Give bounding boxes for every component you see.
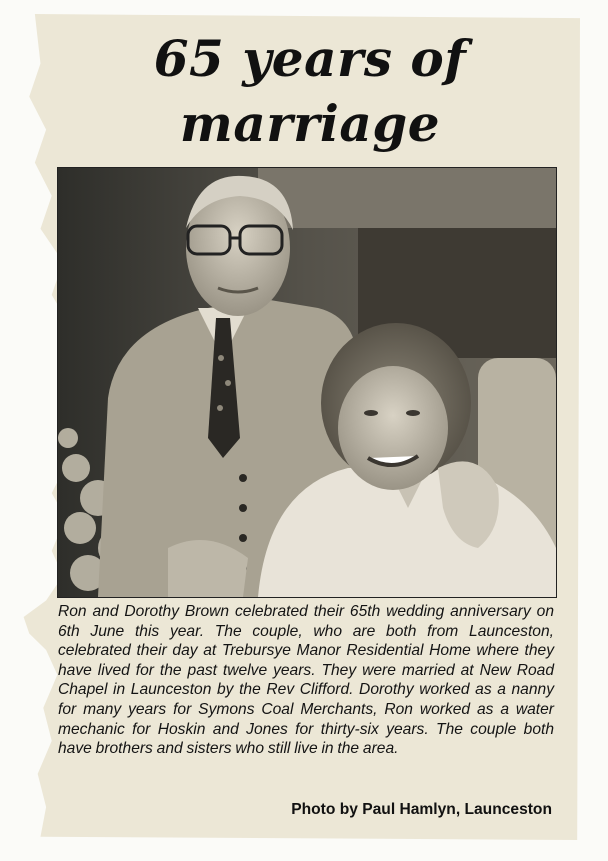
headline-line-1: 65 years of — [153, 29, 467, 88]
headline-line-2: marriage — [179, 94, 441, 153]
photo-illustration — [58, 168, 556, 597]
photo-credit: Photo by Paul Hamlyn, Launceston — [291, 801, 552, 818]
photo-caption: Ron and Dorothy Brown celebrated their 65th wedding anniversary on 6th June this year. The couple, who are both from Launceston, celebrated their day at Trebursye Manor Residential Home where they have lived for the past twelve years. They were married at New Road Chapel in Launceston by the Rev Clifford. Dorothy worked as a nanny for many years for Symons Coal Merchants, Ron worked as a water mechanic for Hoskin and Jones for thirty-six years. The couple both have brothers and sisters who still live in the area. — [58, 603, 554, 758]
couple-photo — [57, 167, 557, 598]
